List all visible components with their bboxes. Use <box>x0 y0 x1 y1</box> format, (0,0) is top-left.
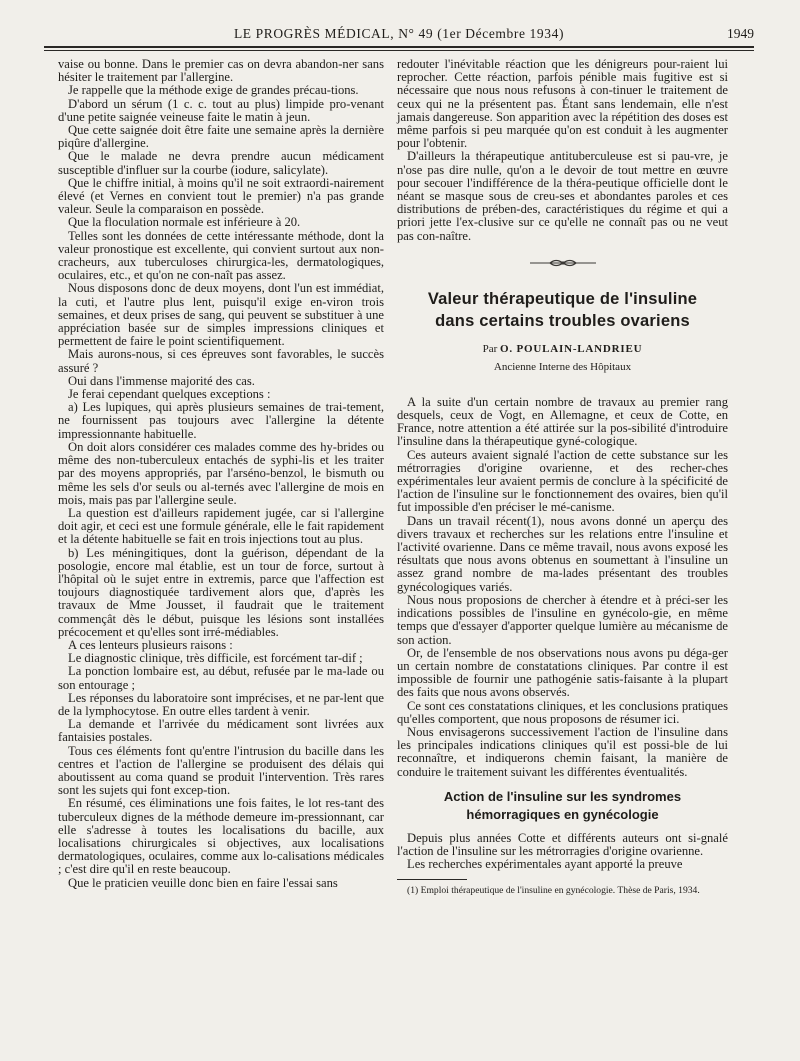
paragraph: Les recherches expérimentales ayant apporté la preuve <box>407 857 683 872</box>
article-title-line: Valeur thérapeutique de l'insuline <box>427 289 698 308</box>
byline <box>397 342 728 356</box>
paragraph: Les réponses du laboratoire sont imprécises, et ne par-lent que de la lymphocytose. En outre elles tardent à venir. <box>58 690 384 718</box>
footnote-rule <box>397 879 467 880</box>
author-affiliation: Ancienne Interne des Hôpitaux <box>493 360 632 373</box>
paragraph: b) Les méningitiques, dont la guérison, dépendant de la posologie, encore mal établie, est un tour de force, surtout à l'hôpital où le sujet entre in extremis, parce que l'affection est toujours diagnostiquée tardivement alors que, d'après les travaux de Mme Jousset, il faudrait que le traitement commençât dès le début, puisque les lésions sont installées précocement et qu'elles sont irré-médiables. <box>58 545 384 639</box>
article-title <box>397 288 728 332</box>
paragraph: Dans un travail récent(1), nous avons donné un aperçu des divers travaux et recherches sur les relations entre l'insuline et l'activité ovarienne. Dans ce même travail, nous avons exposé les résultats que nous avons obtenus en soumettant à l'insuline un assez grand nombre de ma-lades présentant des troubles gynécologiques variés. <box>397 513 728 594</box>
paragraph: Que le malade ne devra prendre aucun médicament susceptible d'influer sur la courbe (iodure, salicylate). <box>58 149 384 177</box>
paragraph: Que la floculation normale est inférieure à 20. <box>68 215 301 230</box>
header-rule-thin <box>44 50 754 51</box>
ornamental-divider <box>397 254 728 272</box>
paragraph: Depuis plus années Cotte et différents auteurs ont si-gnalé l'action de l'insuline sur les métrorragies d'origine ovarienne. <box>397 830 728 858</box>
paragraph: Telles sont les données de cette intéressante méthode, dont la valeur pronostique est excellente, qui convient surtout aux non-cracheurs, aux tuberculoses chirurgica-les, dermatologiques, oculaires, etc., et qu'on ne con-naît pas assez. <box>58 228 384 283</box>
paragraph: D'abord un sérum (1 c. c. tout au plus) limpide pro-venant d'une petite saignée veineuse faite le matin à jeun. <box>58 96 384 124</box>
paragraph: Or, de l'ensemble de nos observations nous avons pu déga-ger un certain nombre de constatations cliniques. Par contre il est impossible de fournir une pathogénie satis-faisante à la plupart des faits que nous avons observés. <box>397 645 728 700</box>
paragraph: Que cette saignée doit être faite une semaine après la dernière piqûre d'allergine. <box>58 123 384 151</box>
paragraph: On doit alors considérer ces malades comme des hy-brides ou même des non-tuberculeux entachés de syphi-lis et les traiter par des moyens appropriés, par l'arséno-benzol, le bismuth ou même les sels d'or seuls ou al-ternés avec l'allergine de mois en mois, mais pas par l'allergine seule. <box>58 439 384 507</box>
paragraph: Je rappelle que la méthode exige de grandes précau-tions. <box>68 83 359 98</box>
paragraph: D'ailleurs la thérapeutique antituberculeuse est si pau-vre, je n'ose pas dire nulle, qu'on a le devoir de tout mettre en œuvre pour secouer l'indifférence de la théra-peutique officielle dont le néant se masque sous de creu-ses et abondantes paroles et ces distributions de prében-des, caractéristiques du régime et qui a priori jette l'ex-clusive sur ce qu'elle ne connaît pas ou ne veut pas con-naître. <box>397 149 728 243</box>
paragraph: Le diagnostic clinique, très difficile, est forcément tar-dif ; <box>68 651 363 666</box>
section-heading <box>397 788 728 824</box>
section-heading-line: hémorragiques en gynécologie <box>466 806 659 822</box>
paragraph: En résumé, ces éliminations une fois faites, le lot res-tant des tuberculeux dignes de la méthode demeure im-pressionnant, car elle s'adresse à toutes les localisations du bacille, aux localisations chirurgicales si objectives, aux localisations dermatologiques, oculaires, comme aux lo-calisations médicales ; c'est dire qu'il en reste beaucoup. <box>58 796 384 877</box>
paragraph: La demande et l'arrivée du médicament sont livrées aux fantaisies postales. <box>58 717 384 745</box>
paragraph: Ces auteurs avaient signalé l'action de cette substance sur les métrorragies d'origine ovarienne, et des recher-ches expérimentales leur avaient permis de conclure à la spécificité de l'action de l'insuline sur le fonctionnement des ovaires, bien qu'il fut impossible d'en préciser le mé-canisme. <box>397 447 728 515</box>
paragraph: Je ferai cependant quelques exceptions : <box>68 387 271 402</box>
paragraph: A la suite d'un certain nombre de travaux au premier rang desquels, ceux de Vogt, en Allemagne, et ceux de Cotte, en France, notre attention a été attirée sur la pos-sibilité d'introduire l'insuline dans la thérapeutique gyné-cologique. <box>397 394 728 449</box>
paragraph: La question est d'ailleurs rapidement jugée, car si l'allergine doit agir, et ceci est une formule générale, elle le fait rapidement et la détente habituelle se fait en trois injections tout au plus. <box>58 505 384 547</box>
paragraph: Que le chiffre initial, à moins qu'il ne soit extraordi-nairement élevé (et Vernes en convient tout le premier) n'a pas grande valeur. Seule la comparaison en possède. <box>58 175 384 217</box>
paragraph: Nous nous proposions de chercher à étendre et à préci-ser les indications possibles de l'insuline en gynécolo-gie, en même temps que d'essayer d'apporter quelque lumière au mécanisme de son action. <box>397 592 728 647</box>
article-title-line: dans certains troubles ovariens <box>435 311 690 330</box>
paragraph: a) Les lupiques, qui après plusieurs semaines de trai-tement, ne fournissent pas toujours avec l'allergine la détente impressionnante habituelle. <box>58 400 384 441</box>
header-rule-thick <box>44 46 754 48</box>
paragraph: Tous ces éléments font qu'entre l'intrusion du bacille dans les centres et l'action de l'allergine se produisent des délais qui aboutissent au coma quand se produit l'intervention. Très rares sont les sujets qui font excep-tion. <box>58 743 384 798</box>
journal-header-title: LE PROGRÈS MÉDICAL, N° 49 (1er Décembre 1934) <box>233 26 565 41</box>
paragraph: La ponction lombaire est, au début, refusée par le ma-lade ou son entourage ; <box>58 664 384 692</box>
paragraph: Ce sont ces constatations cliniques, et les conclusions pratiques qu'elles comportent, que nous proposons de résumer ici. <box>397 698 728 726</box>
right-column <box>397 58 728 897</box>
paragraph: vaise ou bonne. Dans le premier cas on devra abandon-ner sans hésiter le traitement par l'allergine. <box>58 57 384 85</box>
paragraph: redouter l'inévitable réaction que les dénigreurs pour-raient lui reprocher. Cette réaction, parfois pénible mais fugitive est si nécessaire que nous nous refusons à con-tinuer le traitement de ceux qui ne la présentent pas. Étant sans lendemain, elle n'est jamais dangereuse. Son apparition avec la répétition des doses est même parfois si peu marquée qu'on est conduit à les augmenter pour l'obtenir. <box>397 57 728 151</box>
byline-prefix: Par <box>482 342 498 355</box>
section-heading-line: Action de l'insuline sur les syndromes <box>443 788 682 804</box>
paragraph: Mais aurons-nous, si ces épreuves sont favorables, le succès assuré ? <box>58 347 384 375</box>
paragraph: Que le praticien veuille donc bien en faire l'essai sans <box>68 875 338 890</box>
paragraph: Nous envisagerons successivement l'action de l'insuline dans les principales indications cliniques qu'il est possi-ble de lui reconnaître, et indiquerons chemin faisant, la manière de conduire le traitement suivant les différentes éventualités. <box>397 724 728 779</box>
paragraph: Oui dans l'immense majorité des cas. <box>68 373 255 388</box>
page-number: 1949 <box>727 26 754 41</box>
paragraph: A ces lenteurs plusieurs raisons : <box>68 637 233 652</box>
author-name: O. POULAIN-LANDRIEU <box>500 342 643 355</box>
running-header <box>44 12 754 50</box>
ornament-icon <box>528 256 598 270</box>
left-column <box>58 58 384 890</box>
footnote: (1) Emploi thérapeutique de l'insuline en gynécologie. Thèse de Paris, 1934. <box>407 885 700 897</box>
paragraph: Nous disposons donc de deux moyens, dont l'un est immédiat, la cuti, et l'autre plus lent, puisqu'il exige en-viron trois semaines, et deux prises de sang, qui peuvent se substituer à une appréciation basée sur de simples impressions cliniques et permettent de faire le point scientifiquement. <box>58 281 384 349</box>
